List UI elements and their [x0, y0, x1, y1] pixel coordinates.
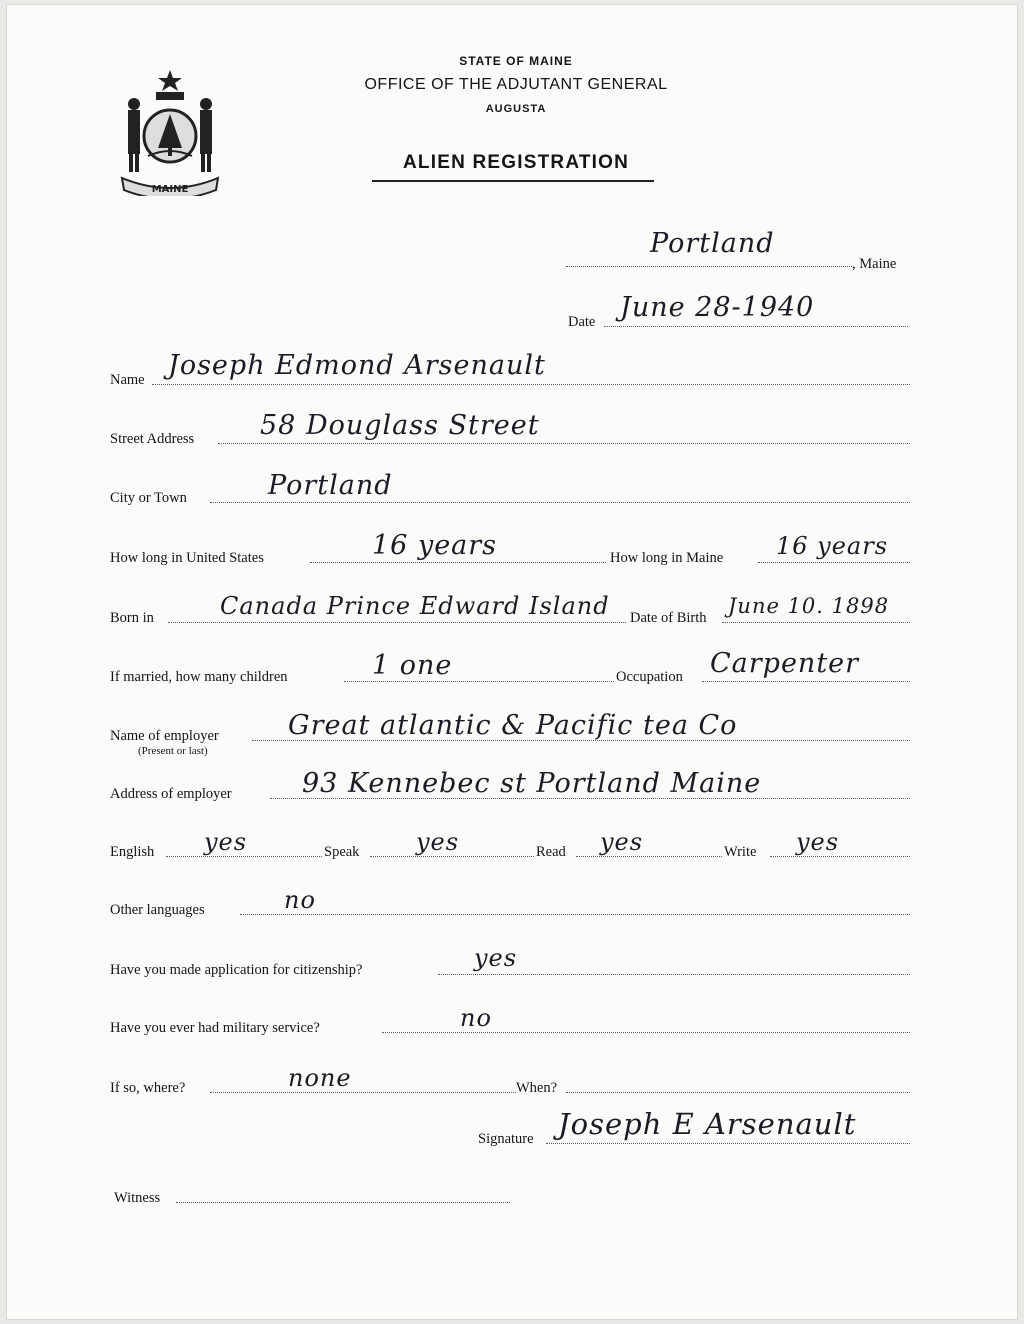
where-value: none [288, 1064, 352, 1092]
date-line [604, 326, 908, 327]
town-label: , Maine [852, 256, 897, 272]
street-line [218, 443, 910, 444]
employer-sublabel: (Present or last) [138, 745, 208, 757]
city-label: City or Town [110, 490, 187, 506]
speak-value: yes [416, 828, 460, 856]
witness-label: Witness [114, 1190, 161, 1206]
children-value: 1 one [372, 650, 453, 681]
military-label: Have you ever had military service? [110, 1020, 320, 1036]
birth-date-value: June 10. 1898 [728, 594, 890, 618]
write-label: Write [724, 844, 757, 860]
when-line [566, 1092, 910, 1093]
years-us-line [310, 562, 606, 563]
years-maine-value: 16 years [776, 532, 889, 560]
header-city: AUGUSTA [485, 103, 547, 115]
read-label: Read [536, 844, 566, 860]
english-label: English [110, 844, 155, 860]
name-label: Name [110, 372, 145, 388]
english-line [166, 856, 322, 857]
read-line [576, 856, 722, 857]
children-label: If married, how many children [110, 669, 288, 685]
street-label: Street Address [110, 431, 195, 447]
citizenship-value: yes [474, 944, 518, 972]
military-line [382, 1032, 910, 1033]
seal-text: MAINE [151, 184, 189, 195]
other-languages-line [240, 914, 910, 915]
signature-value: Joseph E Arsenault [558, 1107, 857, 1141]
occupation-value: Carpenter [710, 648, 860, 679]
header-state: STATE OF MAINE [459, 54, 573, 68]
military-value: no [460, 1004, 492, 1032]
write-value: yes [796, 828, 840, 856]
read-value: yes [600, 828, 644, 856]
date-value: June 28-1940 [620, 292, 815, 323]
date-label: Date [568, 314, 596, 330]
employer-address-label: Address of employer [110, 786, 232, 802]
when-label: When? [516, 1080, 558, 1096]
born-in-line [168, 622, 626, 623]
children-line [344, 681, 614, 682]
town-line [566, 266, 852, 267]
occupation-label: Occupation [616, 669, 683, 685]
title-underline [372, 180, 654, 182]
years-us-value: 16 years [372, 530, 498, 561]
write-line [770, 856, 910, 857]
birth-date-line [722, 622, 910, 623]
city-line [210, 502, 910, 503]
where-line [210, 1092, 516, 1093]
signature-line [546, 1143, 910, 1144]
birth-date-label: Date of Birth [630, 610, 707, 626]
other-languages-value: no [284, 886, 316, 914]
form-title: ALIEN REGISTRATION [402, 152, 630, 173]
other-languages-label: Other languages [110, 902, 205, 918]
speak-line [370, 856, 534, 857]
where-label: If so, where? [110, 1080, 186, 1096]
citizenship-line [438, 974, 910, 975]
name-line [152, 384, 910, 385]
registration-form [6, 4, 1018, 1320]
citizenship-label: Have you made application for citizenship? [110, 962, 363, 978]
born-in-label: Born in [110, 610, 154, 626]
city-value: Portland [268, 470, 393, 501]
witness-line [176, 1202, 510, 1203]
speak-label: Speak [324, 844, 360, 860]
employer-value: Great atlantic & Pacific tea Co [288, 710, 738, 741]
years-maine-label: How long in Maine [610, 550, 724, 566]
employer-address-value: 93 Kennebec st Portland Maine [302, 768, 762, 799]
employer-label: Name of employer [110, 728, 219, 744]
born-in-value: Canada Prince Edward Island [220, 592, 610, 620]
years-us-label: How long in United States [110, 550, 264, 566]
town-value: Portland [650, 228, 775, 259]
years-maine-line [758, 562, 910, 563]
name-value: Joseph Edmond Arsenault [168, 350, 546, 381]
english-value: yes [204, 828, 248, 856]
signature-label: Signature [478, 1131, 534, 1147]
street-value: 58 Douglass Street [260, 410, 540, 441]
maine-seal-icon [116, 66, 224, 196]
occupation-line [702, 681, 910, 682]
header-office: OFFICE OF THE ADJUTANT GENERAL [364, 76, 668, 93]
